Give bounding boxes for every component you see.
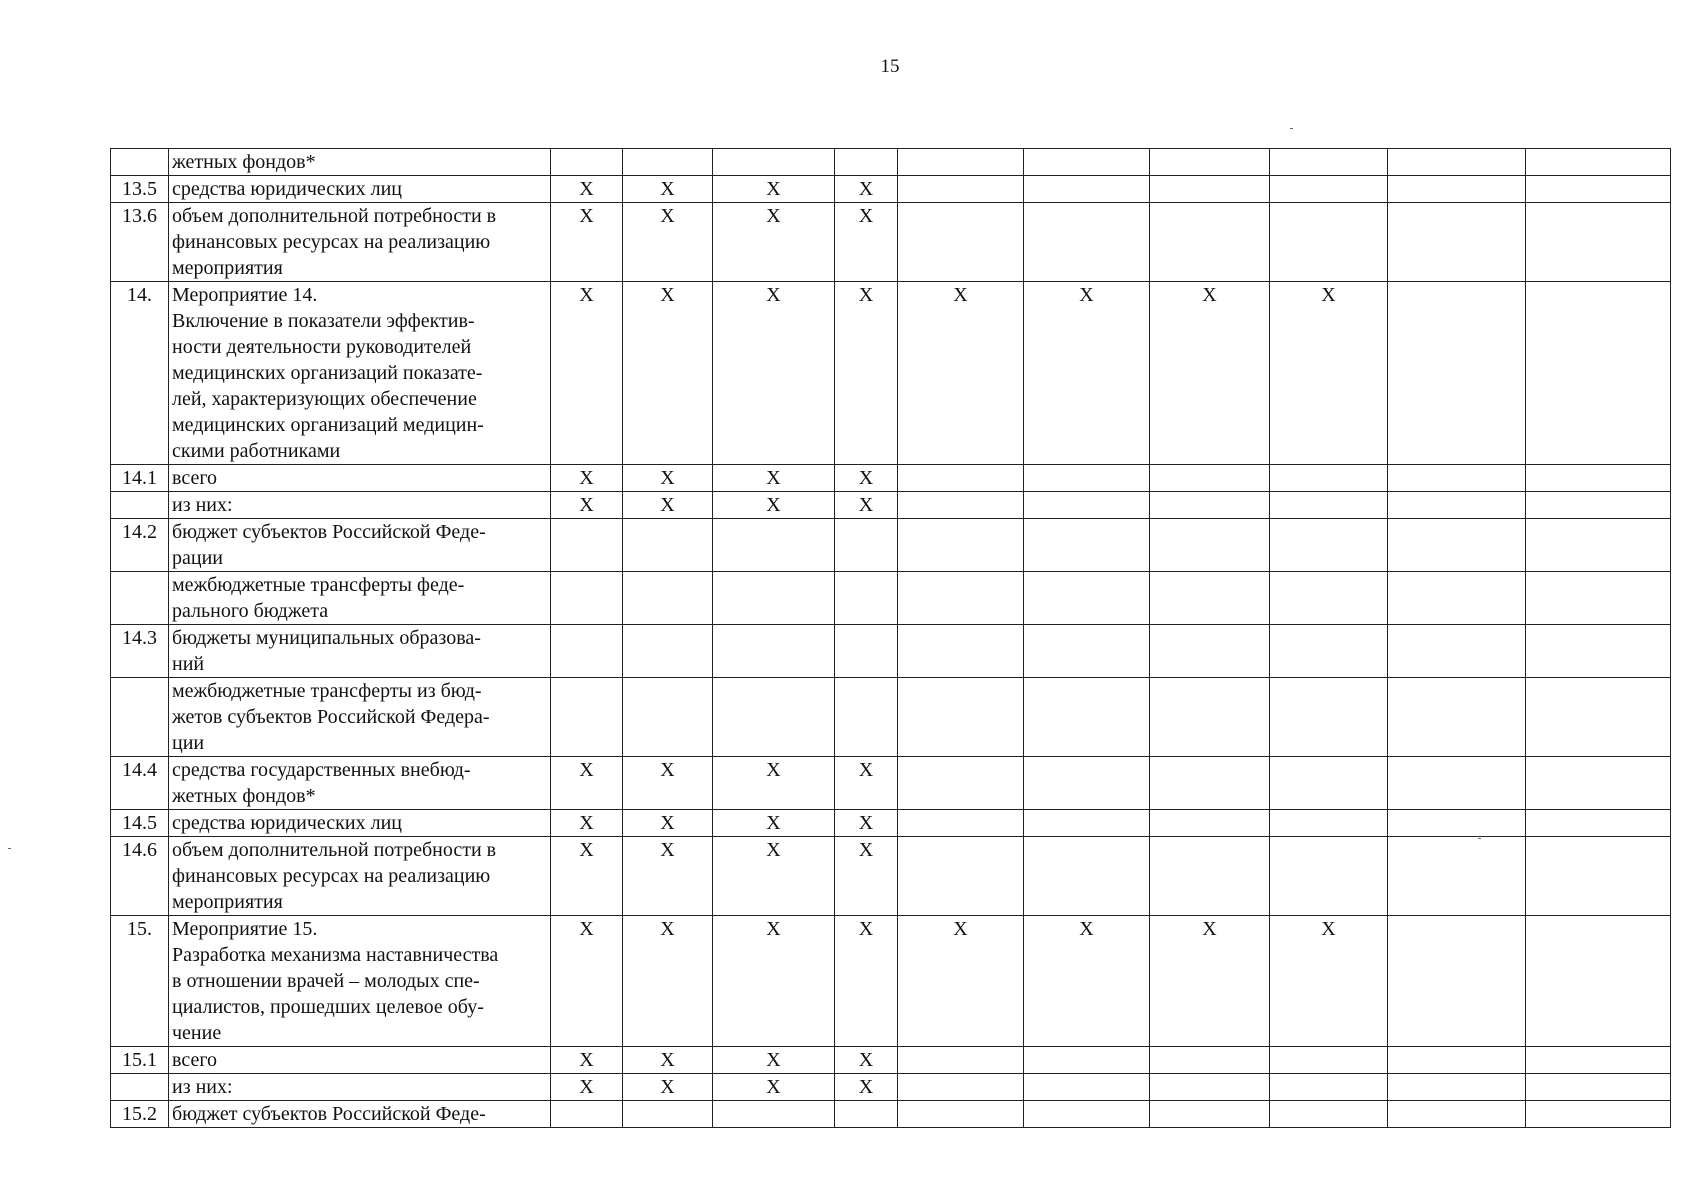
value-cell [835, 519, 898, 572]
row-number: 15.1 [111, 1047, 169, 1074]
value-cell [1388, 1047, 1526, 1074]
description-line: финансовых ресурсах на реализацию [172, 231, 491, 253]
value-cell [713, 625, 835, 678]
value-cell [1526, 465, 1671, 492]
value-cell: X [713, 282, 835, 465]
row-description [169, 465, 551, 492]
value-cell [1388, 492, 1526, 519]
table-row [111, 1074, 1671, 1101]
value-cell [551, 149, 623, 176]
description-line: объем дополнительной потребности в [172, 839, 497, 861]
value-cell: X [898, 916, 1024, 1047]
value-cell: X [1150, 282, 1270, 465]
value-cell [1270, 203, 1388, 282]
value-cell [1024, 810, 1150, 837]
row-description [169, 282, 551, 465]
description-line: лей, характеризующих обеспечение [172, 388, 477, 410]
value-cell [835, 1101, 898, 1128]
description-line: межбюджетные трансферты из бюд- [172, 680, 482, 702]
value-cell [1150, 519, 1270, 572]
value-cell [713, 149, 835, 176]
value-cell [1150, 492, 1270, 519]
value-cell: X [1270, 916, 1388, 1047]
row-number: 14.6 [111, 837, 169, 916]
row-number: 14.1 [111, 465, 169, 492]
value-cell: X [623, 492, 713, 519]
value-cell: X [835, 916, 898, 1047]
description-line: ности деятельности руководителей [172, 336, 472, 358]
description-line: средства юридических лиц [172, 812, 402, 834]
description-line: рации [172, 547, 223, 569]
value-cell [835, 149, 898, 176]
value-cell [1270, 625, 1388, 678]
value-cell [1150, 203, 1270, 282]
value-cell [898, 625, 1024, 678]
value-cell: X [551, 1074, 623, 1101]
value-cell [1270, 678, 1388, 757]
value-cell [1270, 149, 1388, 176]
row-number [111, 678, 169, 757]
value-cell: X [835, 282, 898, 465]
value-cell: X [551, 837, 623, 916]
value-cell [623, 1101, 713, 1128]
value-cell [1270, 1101, 1388, 1128]
value-cell [835, 572, 898, 625]
value-cell [713, 519, 835, 572]
value-cell [1388, 810, 1526, 837]
value-cell: X [1024, 916, 1150, 1047]
value-cell [1526, 625, 1671, 678]
value-cell [1388, 282, 1526, 465]
value-cell [1388, 1101, 1526, 1128]
table-body [111, 149, 1671, 1128]
description-line: медицинских организаций медицин- [172, 414, 484, 436]
value-cell [1150, 1101, 1270, 1128]
value-cell [1150, 678, 1270, 757]
value-cell [1150, 810, 1270, 837]
value-cell [898, 757, 1024, 810]
row-description [169, 757, 551, 810]
value-cell [551, 572, 623, 625]
value-cell [1388, 149, 1526, 176]
row-description [169, 203, 551, 282]
value-cell [1388, 572, 1526, 625]
description-line: Мероприятие 14. [172, 284, 318, 306]
value-cell [835, 625, 898, 678]
value-cell [1388, 916, 1526, 1047]
row-number: 14.2 [111, 519, 169, 572]
value-cell [1024, 176, 1150, 203]
value-cell: X [623, 1047, 713, 1074]
description-line: мероприятия [172, 891, 283, 913]
budget-table [110, 148, 1671, 1128]
row-description [169, 810, 551, 837]
description-line: жетов субъектов Российской Федера- [172, 706, 490, 728]
description-line: из них: [172, 494, 233, 516]
value-cell [1526, 916, 1671, 1047]
value-cell [1526, 176, 1671, 203]
value-cell: X [835, 757, 898, 810]
value-cell: X [623, 176, 713, 203]
row-description [169, 176, 551, 203]
value-cell [1150, 1074, 1270, 1101]
value-cell [623, 678, 713, 757]
value-cell [1150, 837, 1270, 916]
value-cell [1388, 176, 1526, 203]
description-line: бюджеты муниципальных образова- [172, 627, 481, 649]
value-cell [1270, 837, 1388, 916]
value-cell [1526, 678, 1671, 757]
table-row [111, 519, 1671, 572]
description-line: чение [172, 1022, 222, 1044]
value-cell [835, 678, 898, 757]
value-cell [1024, 492, 1150, 519]
value-cell [1024, 519, 1150, 572]
value-cell [1024, 678, 1150, 757]
table-row [111, 149, 1671, 176]
row-number [111, 1074, 169, 1101]
page-number: 15 [880, 56, 900, 77]
value-cell [1526, 1101, 1671, 1128]
value-cell [1150, 1047, 1270, 1074]
value-cell: X [713, 916, 835, 1047]
row-number: 14. [111, 282, 169, 465]
value-cell [1024, 1101, 1150, 1128]
row-description [169, 1047, 551, 1074]
value-cell: X [551, 916, 623, 1047]
value-cell [1024, 757, 1150, 810]
value-cell [1526, 492, 1671, 519]
value-cell: X [835, 1074, 898, 1101]
table-row [111, 625, 1671, 678]
table-row [111, 1047, 1671, 1074]
value-cell [1024, 837, 1150, 916]
row-description [169, 916, 551, 1047]
value-cell [713, 1101, 835, 1128]
value-cell: X [835, 1047, 898, 1074]
row-description [169, 519, 551, 572]
value-cell [713, 572, 835, 625]
scan-speck [1478, 838, 1481, 839]
table-row [111, 572, 1671, 625]
value-cell: X [835, 810, 898, 837]
value-cell: X [551, 492, 623, 519]
description-line: ции [172, 732, 205, 754]
value-cell [623, 519, 713, 572]
value-cell [1526, 1074, 1671, 1101]
value-cell: X [551, 282, 623, 465]
table-row [111, 282, 1671, 465]
value-cell: X [713, 492, 835, 519]
value-cell: X [623, 465, 713, 492]
value-cell [1388, 519, 1526, 572]
value-cell [1388, 757, 1526, 810]
value-cell [1270, 757, 1388, 810]
description-line: мероприятия [172, 257, 283, 279]
value-cell [898, 203, 1024, 282]
description-line: жетных фондов* [172, 151, 316, 173]
value-cell [1388, 678, 1526, 757]
table-row [111, 837, 1671, 916]
value-cell [1388, 203, 1526, 282]
value-cell: X [551, 465, 623, 492]
value-cell: X [623, 810, 713, 837]
value-cell [1024, 149, 1150, 176]
value-cell [1024, 1047, 1150, 1074]
description-line: всего [172, 467, 218, 489]
row-description [169, 1074, 551, 1101]
value-cell [1150, 572, 1270, 625]
row-description [169, 837, 551, 916]
value-cell: X [623, 916, 713, 1047]
row-number: 13.6 [111, 203, 169, 282]
row-number: 15.2 [111, 1101, 169, 1128]
description-line: Включение в показатели эффектив- [172, 310, 475, 332]
value-cell: X [713, 810, 835, 837]
row-description [169, 149, 551, 176]
description-line: бюджет субъектов Российской Феде- [172, 521, 486, 543]
table-row [111, 810, 1671, 837]
value-cell [623, 572, 713, 625]
value-cell [898, 492, 1024, 519]
value-cell [898, 810, 1024, 837]
value-cell [1526, 1047, 1671, 1074]
value-cell: X [1150, 916, 1270, 1047]
value-cell [1388, 465, 1526, 492]
table-row [111, 492, 1671, 519]
row-number: 13.5 [111, 176, 169, 203]
row-number [111, 492, 169, 519]
description-line: всего [172, 1049, 218, 1071]
value-cell [898, 1101, 1024, 1128]
value-cell: X [835, 837, 898, 916]
value-cell: X [1270, 282, 1388, 465]
value-cell [1150, 149, 1270, 176]
value-cell [1526, 810, 1671, 837]
description-line: ний [172, 653, 205, 675]
value-cell [1526, 519, 1671, 572]
value-cell [1270, 1047, 1388, 1074]
row-description [169, 572, 551, 625]
row-number: 14.3 [111, 625, 169, 678]
value-cell: X [713, 1074, 835, 1101]
row-number: 14.4 [111, 757, 169, 810]
value-cell: X [623, 757, 713, 810]
value-cell [1024, 572, 1150, 625]
value-cell [551, 625, 623, 678]
value-cell: X [713, 837, 835, 916]
table-row [111, 678, 1671, 757]
value-cell [1150, 625, 1270, 678]
value-cell: X [713, 1047, 835, 1074]
value-cell [551, 678, 623, 757]
value-cell [1024, 203, 1150, 282]
description-line: средства юридических лиц [172, 178, 402, 200]
value-cell [713, 678, 835, 757]
value-cell: X [713, 465, 835, 492]
row-description [169, 678, 551, 757]
row-number [111, 572, 169, 625]
description-line: Мероприятие 15. [172, 918, 318, 940]
value-cell [1526, 572, 1671, 625]
value-cell [898, 519, 1024, 572]
value-cell: X [551, 176, 623, 203]
value-cell [1150, 176, 1270, 203]
value-cell [898, 149, 1024, 176]
description-line: медицинских организаций показате- [172, 362, 483, 384]
value-cell [1270, 572, 1388, 625]
value-cell [1526, 757, 1671, 810]
row-number [111, 149, 169, 176]
description-line: финансовых ресурсах на реализацию [172, 865, 491, 887]
value-cell [898, 465, 1024, 492]
row-description [169, 492, 551, 519]
table-row [111, 176, 1671, 203]
value-cell: X [551, 203, 623, 282]
value-cell [898, 678, 1024, 757]
value-cell [1526, 837, 1671, 916]
value-cell [1526, 282, 1671, 465]
description-line: бюджет субъектов Российской Феде- [172, 1103, 486, 1125]
scan-speck [1290, 128, 1293, 129]
description-line: объем дополнительной потребности в [172, 205, 497, 227]
description-line: Разработка механизма наставничества [172, 944, 499, 966]
row-number: 14.5 [111, 810, 169, 837]
table-row [111, 757, 1671, 810]
value-cell [1270, 176, 1388, 203]
value-cell [551, 519, 623, 572]
budget-table-container [110, 148, 1670, 1128]
value-cell [1526, 203, 1671, 282]
description-line: в отношении врачей – молодых спе- [172, 970, 480, 992]
value-cell [623, 625, 713, 678]
value-cell [1388, 837, 1526, 916]
row-description [169, 625, 551, 678]
description-line: циалистов, прошедших целевое обу- [172, 996, 484, 1018]
value-cell [1024, 465, 1150, 492]
value-cell [898, 837, 1024, 916]
value-cell [1270, 1074, 1388, 1101]
value-cell: X [713, 176, 835, 203]
description-line: скими работниками [172, 440, 341, 462]
value-cell: X [551, 757, 623, 810]
value-cell: X [835, 492, 898, 519]
value-cell [1150, 465, 1270, 492]
value-cell [623, 149, 713, 176]
value-cell [1024, 625, 1150, 678]
table-row [111, 465, 1671, 492]
value-cell: X [551, 1047, 623, 1074]
row-description [169, 1101, 551, 1128]
value-cell: X [623, 203, 713, 282]
description-line: из них: [172, 1076, 233, 1098]
value-cell: X [713, 757, 835, 810]
description-line: средства государственных внебюд- [172, 759, 471, 781]
value-cell: X [623, 837, 713, 916]
value-cell [1150, 757, 1270, 810]
value-cell [551, 1101, 623, 1128]
value-cell: X [551, 810, 623, 837]
value-cell [1388, 625, 1526, 678]
value-cell [898, 1047, 1024, 1074]
value-cell: X [1024, 282, 1150, 465]
value-cell [898, 1074, 1024, 1101]
scan-speck [8, 848, 11, 849]
row-number: 15. [111, 916, 169, 1047]
value-cell [898, 572, 1024, 625]
value-cell: X [623, 1074, 713, 1101]
value-cell [898, 176, 1024, 203]
value-cell: X [835, 465, 898, 492]
value-cell: X [713, 203, 835, 282]
description-line: жетных фондов* [172, 785, 316, 807]
value-cell: X [898, 282, 1024, 465]
value-cell: X [835, 176, 898, 203]
value-cell [1526, 149, 1671, 176]
value-cell [1388, 1074, 1526, 1101]
value-cell [1270, 810, 1388, 837]
description-line: межбюджетные трансферты феде- [172, 574, 465, 596]
value-cell [1270, 492, 1388, 519]
value-cell [1024, 1074, 1150, 1101]
value-cell: X [835, 203, 898, 282]
table-row [111, 1101, 1671, 1128]
value-cell: X [623, 282, 713, 465]
table-row [111, 203, 1671, 282]
table-row [111, 916, 1671, 1047]
description-line: рального бюджета [172, 600, 329, 622]
value-cell [1270, 519, 1388, 572]
value-cell [1270, 465, 1388, 492]
